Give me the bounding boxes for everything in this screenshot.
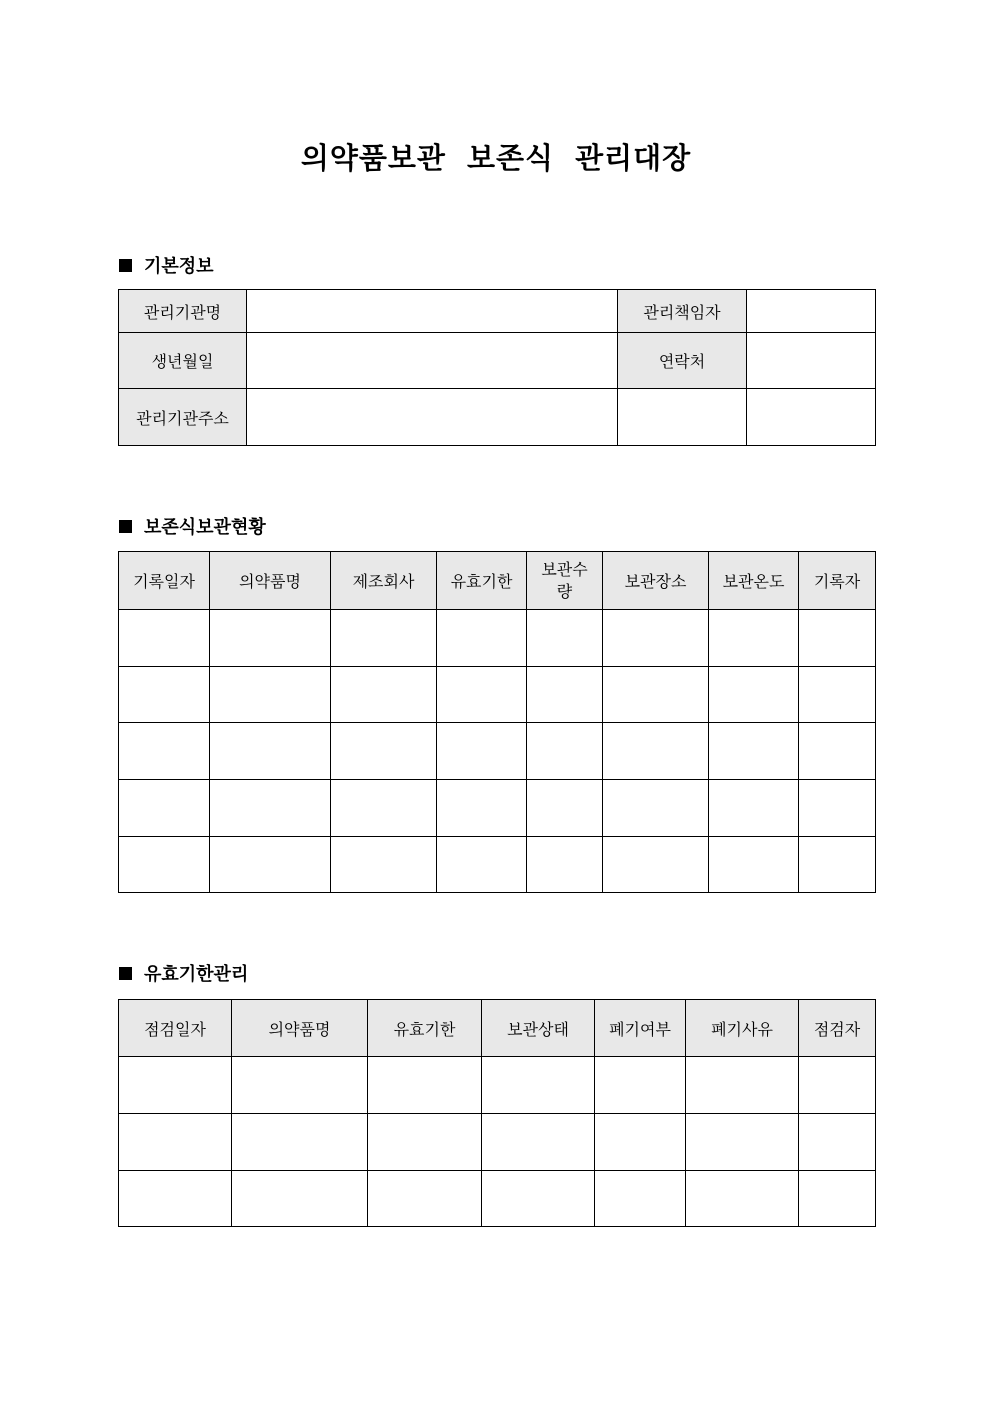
table-row — [119, 780, 876, 837]
section-heading-storage-status — [119, 513, 266, 539]
table-row — [119, 610, 876, 667]
column-header: 제조회사 — [331, 552, 437, 610]
table-row — [119, 1171, 876, 1227]
table-cell[interactable] — [595, 1171, 686, 1227]
table-cell[interactable] — [437, 837, 527, 893]
table-header-row — [119, 552, 876, 610]
column-header: 점검일자 — [119, 1000, 232, 1057]
square-bullet-icon — [119, 967, 132, 980]
column-header: 점검자 — [799, 1000, 876, 1057]
table-cell[interactable] — [799, 1171, 876, 1227]
section-heading-expiry-management — [119, 960, 248, 986]
table-cell[interactable] — [331, 667, 437, 723]
table-cell[interactable] — [709, 723, 799, 780]
table-cell[interactable] — [437, 723, 527, 780]
empty-cell[interactable] — [618, 389, 747, 446]
table-cell[interactable] — [686, 1057, 799, 1114]
table-cell[interactable] — [437, 610, 527, 667]
label-cell: 생년월일 — [119, 333, 247, 389]
table-cell[interactable] — [686, 1171, 799, 1227]
table-cell[interactable] — [799, 837, 876, 893]
square-bullet-icon — [119, 520, 132, 533]
table-cell[interactable] — [437, 780, 527, 837]
table-cell[interactable] — [686, 1114, 799, 1171]
table-cell[interactable] — [482, 1114, 595, 1171]
table-cell[interactable] — [331, 723, 437, 780]
table-cell[interactable] — [232, 1171, 368, 1227]
expiry-management-table — [118, 999, 876, 1227]
table-row — [119, 389, 876, 446]
column-header: 보관온도 — [709, 552, 799, 610]
column-header: 기록일자 — [119, 552, 210, 610]
column-header: 폐기사유 — [686, 1000, 799, 1057]
table-cell[interactable] — [210, 837, 331, 893]
table-cell[interactable] — [527, 610, 603, 667]
input-cell-org-name[interactable] — [247, 290, 618, 333]
label-cell: 관리기관주소 — [119, 389, 247, 446]
table-cell[interactable] — [331, 837, 437, 893]
column-header: 보관수량 — [541, 559, 588, 601]
table-cell[interactable] — [437, 667, 527, 723]
column-header-cell — [527, 552, 603, 610]
table-cell[interactable] — [603, 723, 709, 780]
input-cell-manager[interactable] — [747, 290, 876, 333]
table-header-row — [119, 1000, 876, 1057]
column-header: 의약품명 — [210, 552, 331, 610]
table-cell[interactable] — [799, 1114, 876, 1171]
table-cell[interactable] — [232, 1057, 368, 1114]
table-cell[interactable] — [799, 667, 876, 723]
table-row — [119, 290, 876, 333]
table-cell[interactable] — [368, 1171, 482, 1227]
table-cell[interactable] — [603, 780, 709, 837]
table-cell[interactable] — [368, 1057, 482, 1114]
table-cell[interactable] — [709, 667, 799, 723]
empty-cell[interactable] — [747, 389, 876, 446]
table-cell[interactable] — [119, 1171, 232, 1227]
table-cell[interactable] — [482, 1057, 595, 1114]
table-cell[interactable] — [709, 837, 799, 893]
column-header: 기록자 — [799, 552, 876, 610]
section-title: 기본정보 — [144, 256, 214, 277]
table-cell[interactable] — [527, 667, 603, 723]
table-cell[interactable] — [210, 610, 331, 667]
table-cell[interactable] — [119, 723, 210, 780]
table-cell[interactable] — [232, 1114, 368, 1171]
document-title: 의약품보관 보존식 관리대장 — [300, 141, 692, 175]
label-cell: 관리책임자 — [618, 290, 747, 333]
table-cell[interactable] — [595, 1114, 686, 1171]
table-row — [119, 667, 876, 723]
input-cell-contact[interactable] — [747, 333, 876, 389]
table-cell[interactable] — [595, 1057, 686, 1114]
table-cell[interactable] — [119, 667, 210, 723]
input-cell-org-address[interactable] — [247, 389, 618, 446]
table-cell[interactable] — [119, 837, 210, 893]
table-cell[interactable] — [603, 610, 709, 667]
table-row — [119, 723, 876, 780]
table-cell[interactable] — [799, 780, 876, 837]
column-header: 의약품명 — [232, 1000, 368, 1057]
section-heading-basic-info — [119, 252, 214, 278]
label-cell: 관리기관명 — [119, 290, 247, 333]
table-cell[interactable] — [368, 1114, 482, 1171]
storage-status-table — [118, 551, 876, 893]
table-cell[interactable] — [603, 667, 709, 723]
label-cell: 연락처 — [618, 333, 747, 389]
table-cell[interactable] — [527, 780, 603, 837]
table-row — [119, 333, 876, 389]
table-row — [119, 1057, 876, 1114]
table-cell[interactable] — [799, 723, 876, 780]
table-cell[interactable] — [799, 1057, 876, 1114]
table-cell[interactable] — [119, 610, 210, 667]
square-bullet-icon — [119, 259, 132, 272]
table-cell[interactable] — [210, 780, 331, 837]
column-header: 보관장소 — [603, 552, 709, 610]
column-header: 유효기한 — [368, 1000, 482, 1057]
table-cell[interactable] — [210, 723, 331, 780]
input-cell-birthdate[interactable] — [247, 333, 618, 389]
column-header: 보관상태 — [482, 1000, 595, 1057]
table-cell[interactable] — [527, 837, 603, 893]
table-cell[interactable] — [709, 610, 799, 667]
table-cell[interactable] — [799, 610, 876, 667]
table-row — [119, 837, 876, 893]
table-cell[interactable] — [119, 1057, 232, 1114]
basic-info-table — [118, 289, 876, 446]
table-cell[interactable] — [331, 610, 437, 667]
section-title: 유효기한관리 — [144, 964, 249, 985]
table-cell[interactable] — [119, 1114, 232, 1171]
table-cell[interactable] — [482, 1171, 595, 1227]
table-row — [119, 1114, 876, 1171]
table-cell[interactable] — [119, 780, 210, 837]
table-cell[interactable] — [527, 723, 603, 780]
table-cell[interactable] — [709, 780, 799, 837]
column-header: 유효기한 — [437, 552, 527, 610]
column-header: 폐기여부 — [595, 1000, 686, 1057]
table-cell[interactable] — [603, 837, 709, 893]
section-title: 보존식보관현황 — [144, 517, 266, 538]
table-cell[interactable] — [331, 780, 437, 837]
table-cell[interactable] — [210, 667, 331, 723]
